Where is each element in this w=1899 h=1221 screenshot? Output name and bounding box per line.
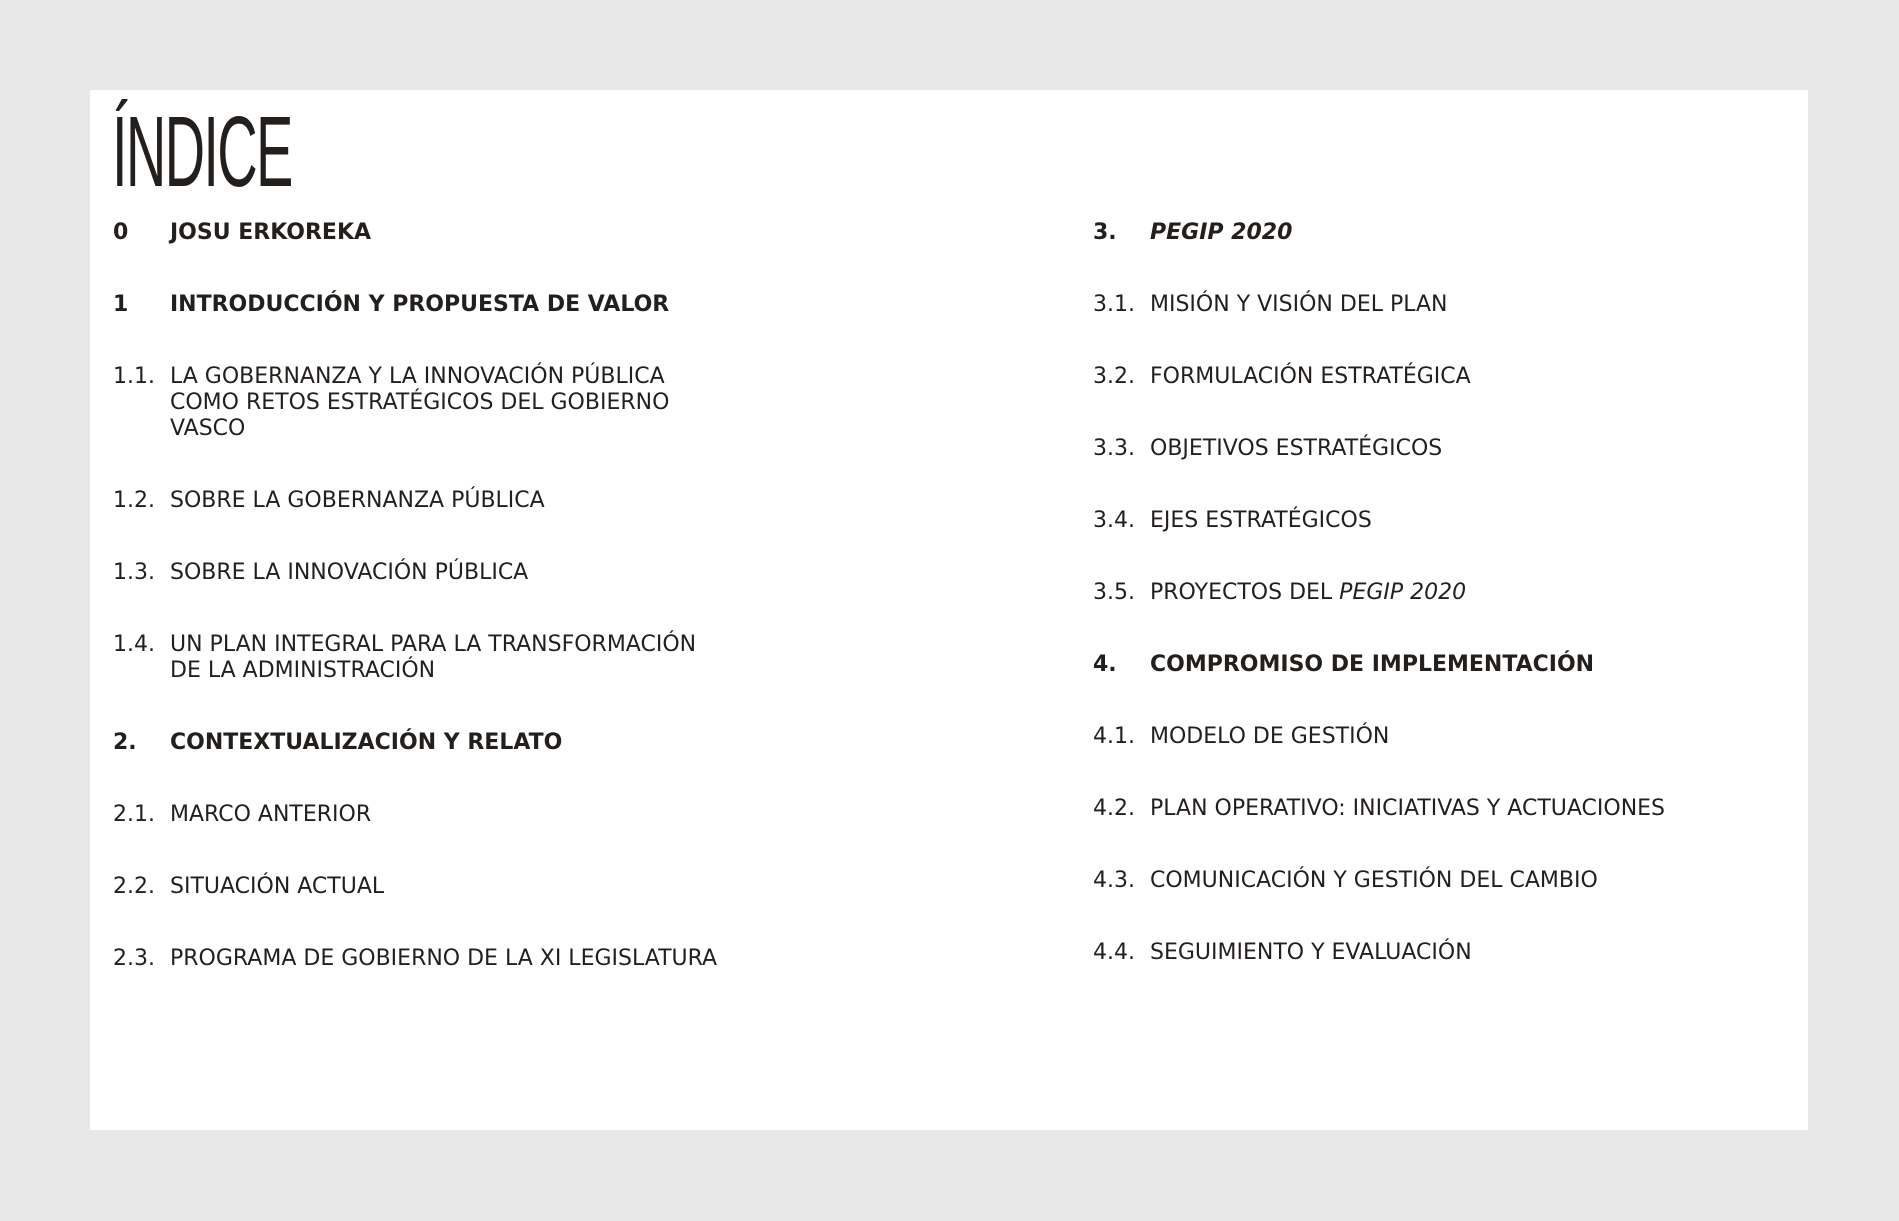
toc-entry-label: COMPROMISO DE IMPLEMENTACIÓN [1150,652,1595,677]
toc-entry-3[interactable] [1093,220,1713,246]
toc-entry-number: 4.4. [1093,940,1135,965]
toc-entry-number: 3.4. [1093,508,1135,533]
toc-entry-label: LA GOBERNANZA Y LA INNOVACIÓN PÚBLICA COMO RETOS ESTRATÉGICOS DEL GOBIERNO VASCO [170,364,670,441]
toc-entry-number: 1.3. [113,560,155,585]
toc-entry-4-4[interactable] [1093,940,1713,966]
toc-entry-label: UN PLAN INTEGRAL PARA LA TRANSFORMACIÓN DE LA ADMINISTRACIÓN [170,632,697,683]
toc-entry-1-1[interactable] [113,364,733,442]
toc-entry-label: CONTEXTUALIZACIÓN Y RELATO [170,730,563,755]
toc-entry-3-5[interactable] [1093,580,1713,606]
toc-entry-label: OBJETIVOS ESTRATÉGICOS [1150,436,1443,461]
toc-entry-label-italic: PEGIP 2020 [1339,580,1467,605]
toc-entry-2[interactable] [113,730,733,756]
toc-entry-number: 3. [1093,220,1117,245]
toc-entry-number: 4.2. [1093,796,1135,821]
toc-entry-1-2[interactable] [113,488,733,514]
toc-entry-2-2[interactable] [113,874,733,900]
toc-entry-number: 3.5. [1093,580,1135,605]
toc-entry-number: 4.3. [1093,868,1135,893]
toc-entry-label: SEGUIMIENTO Y EVALUACIÓN [1150,940,1472,965]
page-title: ÍNDICE [112,96,292,208]
toc-entry-number: 1.2. [113,488,155,513]
toc-entry-label: MISIÓN Y VISIÓN DEL PLAN [1150,292,1448,317]
toc-entry-number: 4. [1093,652,1117,677]
toc-entry-label: JOSU ERKOREKA [170,220,372,245]
toc-right-column [1093,220,1713,1012]
toc-entry-label: COMUNICACIÓN Y GESTIÓN DEL CAMBIO [1150,868,1598,893]
toc-entry-4-2[interactable] [1093,796,1713,822]
toc-left-column [113,220,733,1018]
toc-entry-4[interactable] [1093,652,1713,678]
toc-entry-number: 0 [113,220,129,245]
toc-entry-label: INTRODUCCIÓN Y PROPUESTA DE VALOR [170,292,670,317]
toc-entry-label: SOBRE LA INNOVACIÓN PÚBLICA [170,560,529,585]
toc-entry-3-4[interactable] [1093,508,1713,534]
toc-entry-label: PLAN OPERATIVO: INICIATIVAS Y ACTUACIONES [1150,796,1666,821]
toc-entry-number: 3.1. [1093,292,1135,317]
toc-entry-label-prefix: PROYECTOS DEL [1150,580,1340,605]
toc-entry-2-3[interactable] [113,946,733,972]
toc-entry-number: 1.4. [113,632,155,657]
toc-entry-label: MARCO ANTERIOR [170,802,372,827]
toc-entry-3-1[interactable] [1093,292,1713,318]
toc-entry-3-3[interactable] [1093,436,1713,462]
toc-entry-number: 1 [113,292,129,317]
toc-entry-label: FORMULACIÓN ESTRATÉGICA [1150,364,1471,389]
toc-entry-1-4[interactable] [113,632,733,684]
toc-entry-1[interactable] [113,292,733,318]
toc-entry-label: EJES ESTRATÉGICOS [1150,508,1372,533]
toc-entry-number: 2.3. [113,946,155,971]
toc-entry-label [1150,580,1713,606]
toc-entry-0[interactable] [113,220,733,246]
toc-entry-label: PEGIP 2020 [1150,220,1293,245]
toc-entry-number: 1.1. [113,364,155,389]
toc-entry-4-1[interactable] [1093,724,1713,750]
toc-entry-number: 3.3. [1093,436,1135,461]
toc-entry-label: SOBRE LA GOBERNANZA PÚBLICA [170,488,545,513]
toc-entry-number: 2.2. [113,874,155,899]
document-page [90,90,1808,1130]
toc-entry-2-1[interactable] [113,802,733,828]
toc-entry-number: 3.2. [1093,364,1135,389]
toc-entry-1-3[interactable] [113,560,733,586]
toc-entry-number: 2.1. [113,802,155,827]
toc-entry-number: 4.1. [1093,724,1135,749]
toc-entry-label: SITUACIÓN ACTUAL [170,874,385,899]
toc-entry-4-3[interactable] [1093,868,1713,894]
toc-entry-label: PROGRAMA DE GOBIERNO DE LA XI LEGISLATURA [170,946,718,971]
toc-entry-number: 2. [113,730,137,755]
toc-entry-3-2[interactable] [1093,364,1713,390]
toc-entry-label: MODELO DE GESTIÓN [1150,724,1390,749]
